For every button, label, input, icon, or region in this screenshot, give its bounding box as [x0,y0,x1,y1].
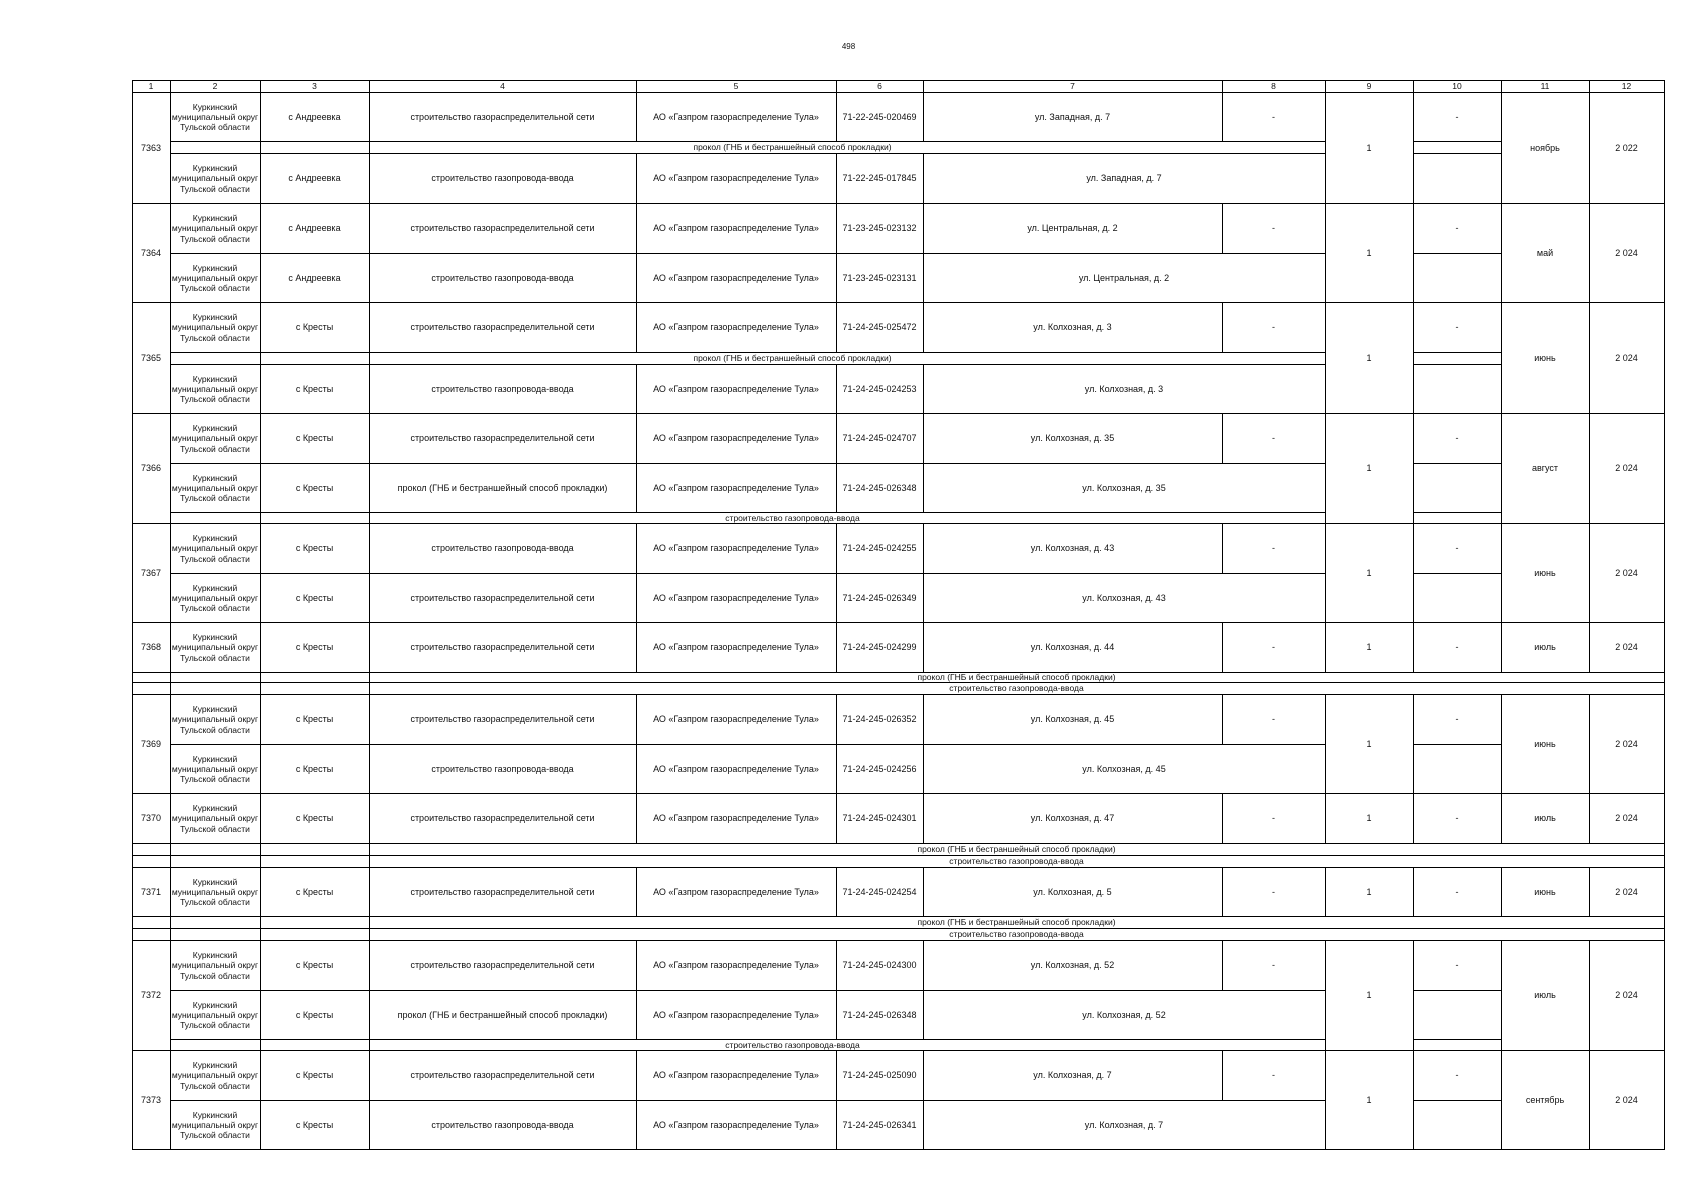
record-number: 7363 [140,142,162,153]
row-rule [1413,1100,1502,1101]
month-cell: сентябрь [1525,1094,1565,1105]
col9-value: 1 [1366,567,1372,578]
registry-code-cell: 71-24-245-026352 [842,714,917,725]
settlement-cell: с Кресты [295,763,334,774]
col9-value: 1 [1366,990,1372,1001]
address-cell: ул. Колхозная, д. 43 [1030,543,1115,554]
col8-value: - [1272,1070,1275,1081]
settlement-cell: с Кресты [295,886,334,897]
address-cell: ул. Центральная, д. 2 [1027,223,1118,234]
district-cell: Куркинский муниципальный округ Тульской области [171,101,259,133]
row-rule [1413,990,1502,991]
address-cell: ул. Колхозная, д. 35 [1082,482,1166,493]
organization-cell: АО «Газпром газораспределение Тула» [653,714,819,725]
work-type-cell: строительство газораспределительной сети [410,886,595,897]
col8-value: - [1272,543,1275,554]
month-cell: июнь [1534,567,1556,578]
trailing-note: прокол (ГНБ и бестраншейный способ прокладки) [917,844,1116,855]
registry-code-cell: 71-24-245-024255 [842,543,917,554]
column-header: 5 [733,81,739,92]
organization-cell: АО «Газпром газораспределение Тула» [653,960,819,971]
month-cell: июнь [1534,352,1556,363]
row-rule [1413,512,1502,513]
year-cell: 2 024 [1615,642,1638,653]
month-cell: июнь [1534,738,1556,749]
month-cell: ноябрь [1530,142,1560,153]
col-rule [1589,793,1590,844]
row-rule [170,1149,1326,1150]
district-cell: Куркинский муниципальный округ Тульской области [171,1109,259,1141]
registry-code-cell: 71-24-245-025090 [842,1070,917,1081]
col-rule [1501,867,1502,917]
settlement-cell: с Кресты [295,960,334,971]
district-cell: Куркинский муниципальный округ Тульской области [171,753,259,785]
col10-value: - [1455,223,1459,234]
col9-value: 1 [1366,642,1372,653]
year-cell: 2 024 [1615,813,1638,824]
registry-table [132,80,1664,1149]
district-cell: Куркинский муниципальный округ Тульской области [171,1060,259,1091]
col8-value: - [1272,642,1275,653]
col10-value: - [1455,433,1459,444]
registry-code-cell: 71-22-245-017845 [842,173,917,184]
address-cell: ул. Колхозная, д. 3 [1033,322,1112,333]
month-cell: июль [1534,813,1556,824]
col8-value: - [1272,223,1275,234]
organization-cell: АО «Газпром газораспределение Тула» [653,383,819,394]
month-cell: май [1536,247,1554,258]
registry-code-cell: 71-24-245-024254 [842,886,917,897]
registry-code-cell: 71-24-245-024253 [842,383,917,394]
registry-code-cell: 71-23-245-023132 [842,223,917,234]
col-rule [1589,92,1590,204]
organization-cell: АО «Газпром газораспределение Тула» [653,322,819,333]
settlement-cell: с Кресты [295,322,334,333]
col-rule [1589,413,1590,524]
organization-cell: АО «Газпром газораспределение Тула» [653,272,819,283]
col8-value: - [1272,714,1275,725]
col-rule [1501,793,1502,844]
col-rule [1501,940,1502,1051]
row-rule [1413,744,1502,745]
row-rule [1413,352,1502,353]
settlement-cell: с Кресты [295,1070,334,1081]
row-rule [1413,364,1502,365]
col-rule [1589,622,1590,673]
record-number: 7372 [140,990,162,1001]
row-rule [1413,573,1502,574]
col8-value: - [1272,111,1275,122]
settlement-cell: с Кресты [295,642,334,653]
registry-code-cell: 71-24-245-026348 [842,1009,917,1020]
row-rule [170,153,1326,154]
district-cell: Куркинский муниципальный округ Тульской области [171,632,259,663]
settlement-cell: с Кресты [295,433,334,444]
col9-value: 1 [1366,886,1372,897]
registry-code-cell: 71-24-245-024299 [842,642,917,653]
work-type-cell: прокол (ГНБ и бестраншейный способ прокладки) [397,482,608,493]
spanning-note: строительство газопровода-ввода [725,1040,860,1050]
col-rule [1413,153,1414,204]
spanning-note: строительство газопровода-ввода [725,513,860,523]
district-cell: Куркинский муниципальный округ Тульской области [171,423,259,454]
year-cell: 2 024 [1615,463,1638,474]
row-rule [1413,1039,1502,1040]
work-type-cell: строительство газораспределительной сети [410,642,595,653]
district-cell: Куркинский муниципальный округ Тульской области [171,472,259,504]
row-rule [1413,253,1502,254]
settlement-cell: с Андреевка [288,223,341,234]
settlement-cell: с Андреевка [288,272,341,283]
col-rule [1589,203,1590,303]
column-header: 4 [500,81,505,92]
column-header: 6 [877,81,882,92]
year-cell: 2 024 [1615,247,1638,258]
col-rule [1501,413,1502,524]
spanning-note: прокол (ГНБ и бестраншейный способ прокладки) [693,353,892,364]
address-cell: ул. Колхозная, д. 3 [1084,383,1164,394]
address-cell: ул. Колхозная, д. 45 [1030,714,1115,725]
year-cell: 2 024 [1615,352,1638,363]
address-cell: ул. Западная, д. 7 [1034,111,1111,122]
registry-code-cell: 71-24-245-024301 [842,813,917,824]
work-type-cell: строительство газораспределительной сети [410,960,595,971]
settlement-cell: с Кресты [295,1119,334,1130]
work-type-cell: строительство газораспределительной сети [410,592,595,603]
col9-value: 1 [1366,813,1372,824]
organization-cell: АО «Газпром газораспределение Тула» [653,813,819,824]
col9-value: 1 [1366,352,1372,363]
row-rule [1413,463,1502,464]
record-number: 7367 [140,567,162,578]
column-header: 1 [148,81,154,92]
col9-value: 1 [1366,738,1372,749]
settlement-cell: с Андреевка [288,111,341,122]
col10-value: - [1455,886,1459,897]
district-cell: Куркинский муниципальный округ Тульской области [171,373,259,405]
column-header: 2 [212,81,218,92]
record-number: 7371 [140,886,162,897]
year-cell: 2 024 [1615,567,1638,578]
col9-value: 1 [1366,1094,1372,1105]
work-type-cell: прокол (ГНБ и бестраншейный способ прокладки) [397,1009,608,1020]
settlement-cell: с Кресты [295,482,334,493]
organization-cell: АО «Газпром газораспределение Тула» [653,592,819,603]
district-cell: Куркинский муниципальный округ Тульской области [171,533,259,564]
record-number: 7364 [140,247,162,258]
record-number: 7368 [140,642,162,653]
district-cell: Куркинский муниципальный округ Тульской области [171,163,259,194]
year-cell: 2 024 [1615,1094,1638,1105]
col-rule [1413,352,1414,365]
district-cell: Куркинский муниципальный округ Тульской области [171,704,259,735]
work-type-cell: строительство газораспределительной сети [410,223,595,234]
col10-value: - [1455,642,1459,653]
work-type-cell: строительство газораспределительной сети [410,111,595,122]
col-rule [1501,141,1502,154]
col8-value: - [1272,322,1275,333]
settlement-cell: с Кресты [295,592,334,603]
record-number: 7370 [140,813,162,824]
work-type-cell: строительство газораспределительной сети [410,813,595,824]
col10-value: - [1455,1070,1459,1081]
work-type-cell: строительство газораспределительной сети [410,433,595,444]
trailing-note: строительство газопровода-ввода [949,683,1084,694]
address-cell: ул. Колхозная, д. 47 [1030,813,1115,824]
district-cell: Куркинский муниципальный округ Тульской области [171,582,259,614]
month-cell: июль [1534,990,1556,1001]
registry-code-cell: 71-24-245-025472 [842,322,917,333]
month-cell: июнь [1534,886,1556,897]
col10-value: - [1455,714,1459,725]
registry-code-cell: 71-24-245-024256 [842,763,917,774]
trailing-note: прокол (ГНБ и бестраншейный способ прокладки) [917,673,1116,682]
col-rule [1413,744,1414,794]
year-cell: 2 024 [1615,886,1638,897]
organization-cell: АО «Газпром газораспределение Тула» [653,642,819,653]
col10-value: - [1455,960,1459,971]
col-rule [1413,463,1414,513]
year-cell: 2 024 [1615,738,1638,749]
col-rule [1589,940,1590,1051]
row-rule [1413,1149,1502,1150]
col8-value: - [1272,960,1275,971]
address-cell: ул. Колхозная, д. 7 [1033,1070,1112,1081]
column-header: 9 [1366,81,1372,92]
col-rule [1589,302,1590,414]
col10-value: - [1455,543,1459,554]
record-number: 7365 [140,352,162,363]
registry-code-cell: 71-24-245-026349 [842,592,917,603]
col-rule [1413,141,1414,154]
district-cell: Куркинский муниципальный округ Тульской области [171,803,259,834]
col10-value: - [1455,322,1459,333]
work-type-cell: строительство газораспределительной сети [410,322,595,333]
trailing-note: прокол (ГНБ и бестраншейный способ прокладки) [917,917,1116,928]
col9-value: 1 [1366,142,1372,153]
district-cell: Куркинский муниципальный округ Тульской области [171,999,259,1031]
registry-code-cell: 71-24-245-024300 [842,960,917,971]
address-cell: ул. Колхозная, д. 44 [1030,642,1115,653]
settlement-cell: с Кресты [295,383,334,394]
row-rule [1413,153,1502,154]
column-header: 10 [1452,81,1462,92]
work-type-cell: строительство газопровода-ввода [431,173,574,184]
organization-cell: АО «Газпром газораспределение Тула» [653,173,819,184]
col8-value: - [1272,433,1275,444]
col-rule [1589,694,1590,794]
col-rule [1501,622,1502,673]
organization-cell: АО «Газпром газораспределение Тула» [653,433,819,444]
settlement-cell: с Кресты [295,543,334,554]
col-rule [1413,253,1414,303]
district-cell: Куркинский муниципальный округ Тульской области [171,312,259,343]
organization-cell: АО «Газпром газораспределение Тула» [653,1009,819,1020]
address-cell: ул. Западная, д. 7 [1086,173,1162,184]
col-rule [1589,867,1590,917]
organization-cell: АО «Газпром газораспределение Тула» [653,223,819,234]
registry-code-cell: 71-24-245-026348 [842,482,917,493]
work-type-cell: строительство газопровода-ввода [431,272,574,283]
work-type-cell: строительство газораспределительной сети [410,1070,595,1081]
registry-code-cell: 71-22-245-020469 [842,111,917,122]
district-cell: Куркинский муниципальный округ Тульской области [171,213,259,244]
year-cell: 2 022 [1615,142,1638,153]
col10-value: - [1455,813,1459,824]
trailing-note: строительство газопровода-ввода [949,856,1084,867]
registry-code-cell: 71-24-245-024707 [842,433,917,444]
col9-value: 1 [1366,247,1372,258]
column-header: 12 [1621,81,1632,92]
column-header: 3 [312,81,317,92]
organization-cell: АО «Газпром газораспределение Тула» [653,1070,819,1081]
col-rule [1413,573,1414,623]
work-type-cell: строительство газопровода-ввода [431,763,574,774]
col9-value: 1 [1366,463,1372,474]
col-rule [1413,1100,1414,1150]
trailing-note: строительство газопровода-ввода [949,929,1084,940]
settlement-cell: с Кресты [295,813,334,824]
organization-cell: АО «Газпром газораспределение Тула» [653,886,819,897]
organization-cell: АО «Газпром газораспределение Тула» [653,482,819,493]
col8-value: - [1272,886,1275,897]
work-type-cell: строительство газораспределительной сети [410,714,595,725]
registry-code-cell: 71-23-245-023131 [842,272,917,283]
col8-value: - [1272,813,1275,824]
settlement-cell: с Кресты [295,1009,334,1020]
col-rule [1589,1050,1590,1150]
table-right-rule [1664,80,1665,1150]
settlement-cell: с Кресты [295,714,334,725]
address-cell: ул. Колхозная, д. 35 [1030,433,1115,444]
column-header: 7 [1070,81,1075,92]
address-cell: ул. Колхозная, д. 5 [1033,886,1112,897]
address-cell: ул. Колхозная, д. 52 [1082,1009,1166,1020]
col10-value: - [1455,111,1459,122]
district-cell: Куркинский муниципальный округ Тульской области [171,950,259,981]
col-rule [1413,364,1414,414]
col-rule [1501,352,1502,365]
district-cell: Куркинский муниципальный округ Тульской области [171,876,259,908]
row-rule [1413,141,1502,142]
address-cell: ул. Колхозная, д. 43 [1082,592,1166,603]
month-cell: июль [1534,642,1556,653]
col-rule [1413,990,1414,1040]
record-number: 7369 [140,738,162,749]
address-cell: ул. Колхозная, д. 7 [1084,1119,1164,1130]
record-number: 7373 [140,1094,162,1105]
registry-code-cell: 71-24-245-026341 [842,1119,917,1130]
organization-cell: АО «Газпром газораспределение Тула» [653,543,819,554]
work-type-cell: строительство газопровода-ввода [431,383,574,394]
page-number: 498 [841,42,856,51]
organization-cell: АО «Газпром газораспределение Тула» [653,111,819,122]
address-cell: ул. Центральная, д. 2 [1078,272,1170,283]
organization-cell: АО «Газпром газораспределение Тула» [653,1119,819,1130]
column-header: 11 [1540,81,1550,92]
organization-cell: АО «Газпром газораспределение Тула» [653,763,819,774]
address-cell: ул. Колхозная, д. 52 [1030,960,1115,971]
row-rule [170,364,1326,365]
district-cell: Куркинский муниципальный округ Тульской области [171,262,259,294]
month-cell: август [1531,463,1559,474]
column-header: 8 [1271,81,1276,92]
col-rule [1589,523,1590,623]
spanning-note: прокол (ГНБ и бестраншейный способ прокладки) [693,142,892,153]
year-cell: 2 024 [1615,990,1638,1001]
address-cell: ул. Колхозная, д. 45 [1082,763,1166,774]
settlement-cell: с Андреевка [288,173,341,184]
work-type-cell: строительство газопровода-ввода [431,543,574,554]
work-type-cell: строительство газопровода-ввода [431,1119,574,1130]
record-number: 7366 [140,463,162,474]
